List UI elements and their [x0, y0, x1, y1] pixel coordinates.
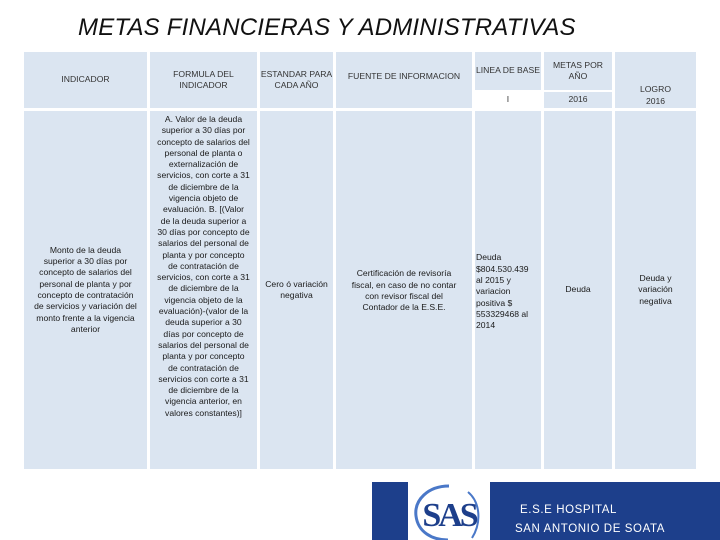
header-metas-label: METAS POR AÑO: [553, 59, 603, 81]
cell-indicador: [24, 111, 147, 469]
fuente-text: Certificación de revisoría fiscal, en caso de no contar con revisor fiscal del Contador de la E.S.E.: [351, 268, 457, 313]
hospital-monogram-icon: [408, 482, 490, 540]
header-fuente: [336, 52, 472, 108]
header-linea-base-label: LINEA DE BASE: [475, 65, 540, 76]
page-title: METAS FINANCIERAS Y ADMINISTRATIVAS: [78, 14, 576, 41]
header-fuente-label: FUENTE DE INFORMACION: [347, 71, 461, 81]
metas-text: Deuda: [565, 284, 591, 295]
header-metas-year-label: 2016: [568, 94, 588, 105]
formula-text: A. Valor de la deuda superior a 30 días por concepto de salarios del personal de planta o externalización de servicios, con corte a 31 de diciembre de la vigencia objeto de evaluación. B. [(Valor de la deuda superior a 30 días por concepto de salarios del personal de planta y por concepto de contratación de servicios, con corte a 31 de diciembre de la vigencia objeto de la evaluación)-(valor de la deuda superior a 30 días por concepto de salarios del personal de planta y por concepto de contratación de servicios con corte a 31 de diciembre de la vigencia anterior, en valores constantes)]: [157, 114, 250, 418]
indicador-text: Monto de la deuda superior a 30 días por concepto de salarios del personal de planta y por concepto de contratación de servicios y variación del monto frente a la vigencia anterior: [34, 244, 137, 334]
linea-base-text: Deuda $804.530.439 al 2015 y variacion positiva $ 553329468 al 2014: [476, 252, 529, 331]
header-linea-base-sub: [475, 92, 541, 108]
header-estandar-label: ESTANDAR PARA CADA AÑO: [260, 68, 333, 90]
header-linea-base-sub-label: I: [506, 94, 510, 105]
hospital-logo-mark: [408, 482, 490, 540]
header-indicador: [24, 52, 147, 108]
header-formula: [150, 52, 257, 108]
hospital-name-line2: SAN ANTONIO DE SOATA: [515, 523, 666, 535]
hospital-name-line1: E.S.E HOSPITAL: [520, 504, 618, 516]
header-linea-base: [475, 52, 541, 90]
header-indicador-label: INDICADOR: [61, 74, 110, 85]
cell-metas: [544, 111, 612, 469]
hospital-logo-banner: [372, 482, 720, 540]
cell-formula: [150, 111, 257, 469]
header-metas: [544, 52, 612, 90]
cell-fuente: [336, 111, 472, 469]
cell-linea-base: [475, 111, 541, 469]
header-metas-year: [544, 92, 612, 108]
header-logro-year-label: 2016: [645, 95, 666, 106]
estandar-text: Cero ó variación negativa: [265, 278, 328, 300]
cell-estandar: [260, 111, 333, 469]
hospital-monogram-text: SAS: [422, 497, 476, 534]
header-estandar: [260, 52, 333, 108]
header-formula-label: FORMULA DEL INDICADOR: [173, 68, 234, 90]
header-logro-label: LOGRO: [639, 84, 672, 95]
header-logro: [615, 52, 696, 108]
logro-text: Deuda y variación negativa: [638, 273, 673, 306]
cell-logro: [615, 111, 696, 469]
